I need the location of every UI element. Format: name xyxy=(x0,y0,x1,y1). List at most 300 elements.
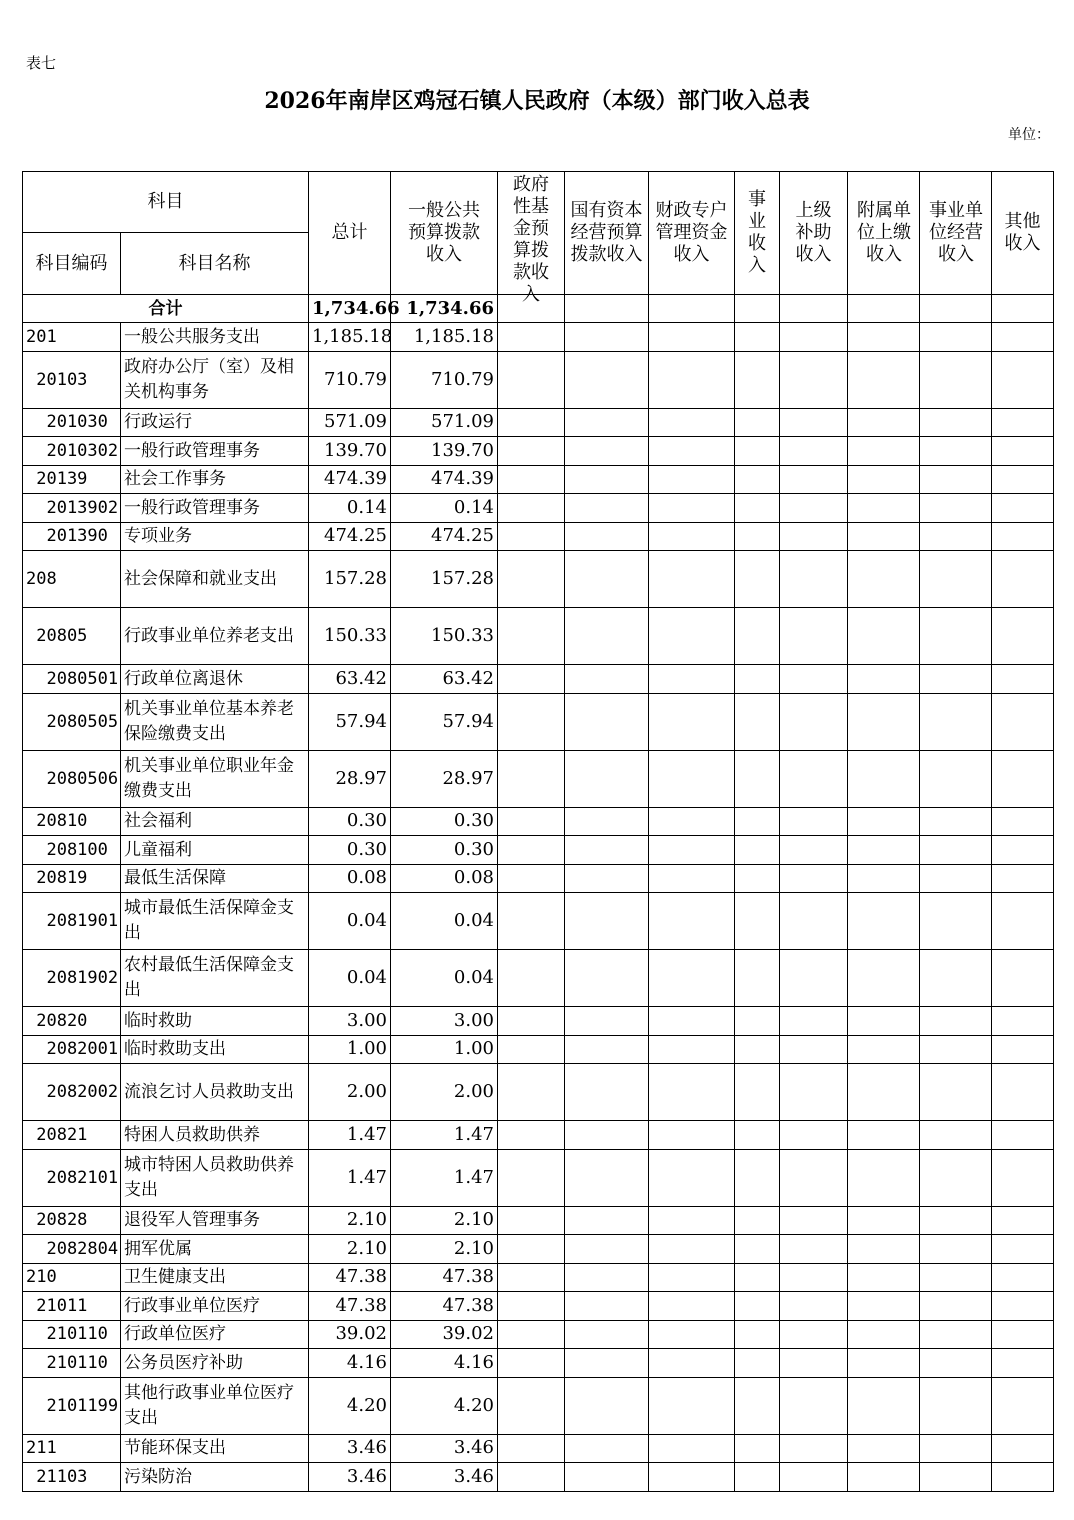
empty-cell xyxy=(780,551,848,608)
empty-cell xyxy=(780,836,848,865)
row-code: 210110 xyxy=(23,1320,121,1349)
empty-cell xyxy=(848,1463,920,1492)
empty-cell xyxy=(848,1349,920,1378)
empty-cell xyxy=(920,437,992,466)
empty-cell xyxy=(735,408,780,437)
row-total: 571.09 xyxy=(309,408,391,437)
empty-cell xyxy=(735,1434,780,1463)
empty-cell xyxy=(992,1292,1054,1321)
empty-cell xyxy=(735,1235,780,1264)
row-name-text: 机关事业单位职业年金缴费支出 xyxy=(124,755,294,801)
empty-cell xyxy=(848,807,920,836)
empty-cell xyxy=(848,1320,920,1349)
table-row xyxy=(23,1434,1054,1463)
empty-cell xyxy=(848,1263,920,1292)
empty-cell xyxy=(565,522,649,551)
row-general-budget: 4.16 xyxy=(391,1349,498,1378)
row-name: 行政运行 xyxy=(121,408,309,437)
empty-cell xyxy=(920,864,992,893)
empty-cell xyxy=(498,893,565,950)
empty-cell xyxy=(920,665,992,694)
empty-cell xyxy=(565,1064,649,1121)
empty-cell xyxy=(992,1235,1054,1264)
empty-cell xyxy=(649,1206,735,1235)
empty-cell xyxy=(498,1349,565,1378)
row-name-text: 其他行政事业单位医疗支出 xyxy=(124,1382,294,1428)
row-name-text: 流浪乞讨人员救助支出 xyxy=(124,1081,294,1102)
empty-cell xyxy=(848,665,920,694)
row-name: 拥军优属 xyxy=(121,1235,309,1264)
empty-cell xyxy=(780,295,848,323)
row-code: 201390 xyxy=(23,522,121,551)
empty-cell xyxy=(992,665,1054,694)
row-total: 63.42 xyxy=(309,665,391,694)
empty-cell xyxy=(780,323,848,352)
row-general-budget: 3.00 xyxy=(391,1007,498,1036)
row-name: 卫生健康支出 xyxy=(121,1263,309,1292)
table-row xyxy=(23,1349,1054,1378)
row-name xyxy=(121,608,309,665)
empty-cell xyxy=(992,1064,1054,1121)
row-general-budget: 1,185.18 xyxy=(391,323,498,352)
table-row xyxy=(23,1121,1054,1150)
empty-cell xyxy=(565,494,649,523)
empty-cell xyxy=(498,408,565,437)
empty-cell xyxy=(780,950,848,1007)
empty-cell xyxy=(649,1349,735,1378)
empty-cell xyxy=(735,1377,780,1434)
empty-cell xyxy=(649,1035,735,1064)
row-total: 474.25 xyxy=(309,522,391,551)
empty-cell xyxy=(649,437,735,466)
table-row xyxy=(23,807,1054,836)
row-name xyxy=(121,950,309,1007)
empty-cell xyxy=(565,1007,649,1036)
empty-cell xyxy=(920,1035,992,1064)
empty-cell xyxy=(992,1463,1054,1492)
table-row xyxy=(23,864,1054,893)
row-total: 0.30 xyxy=(309,807,391,836)
total-label: 合计 xyxy=(23,295,309,323)
empty-cell xyxy=(920,323,992,352)
empty-cell xyxy=(992,1320,1054,1349)
empty-cell xyxy=(920,1263,992,1292)
row-general-budget: 2.00 xyxy=(391,1064,498,1121)
empty-cell xyxy=(498,1007,565,1036)
empty-cell xyxy=(649,551,735,608)
empty-cell xyxy=(780,864,848,893)
empty-cell xyxy=(920,836,992,865)
header-business-text: 事业收入 xyxy=(748,189,766,276)
empty-cell xyxy=(780,1292,848,1321)
row-name xyxy=(121,1377,309,1434)
empty-cell xyxy=(649,465,735,494)
page-title: 2026年南岸区鸡冠石镇人民政府（本级）部门收入总表 xyxy=(264,88,810,114)
table-row xyxy=(23,551,1054,608)
unit-label: 单位： xyxy=(1008,127,1050,143)
header-superior-subsidy-text: 上级补助收入 xyxy=(795,200,832,265)
row-code: 2080506 xyxy=(23,750,121,807)
empty-cell xyxy=(992,1377,1054,1434)
empty-cell xyxy=(649,807,735,836)
empty-cell xyxy=(992,1149,1054,1206)
table-row xyxy=(23,750,1054,807)
empty-cell xyxy=(920,295,992,323)
empty-cell xyxy=(780,1235,848,1264)
header-general-budget-text: 一般公共预算拨款收入 xyxy=(408,200,480,265)
empty-cell xyxy=(565,1235,649,1264)
empty-cell xyxy=(992,893,1054,950)
row-code: 211 xyxy=(23,1434,121,1463)
empty-cell xyxy=(735,750,780,807)
empty-cell xyxy=(565,807,649,836)
empty-cell xyxy=(780,1149,848,1206)
empty-cell xyxy=(565,836,649,865)
empty-cell xyxy=(735,494,780,523)
empty-cell xyxy=(780,1320,848,1349)
row-general-budget: 3.46 xyxy=(391,1463,498,1492)
table-row xyxy=(23,1149,1054,1206)
row-name: 行政单位医疗 xyxy=(121,1320,309,1349)
row-total: 3.00 xyxy=(309,1007,391,1036)
empty-cell xyxy=(565,893,649,950)
empty-cell xyxy=(649,522,735,551)
row-total: 2.00 xyxy=(309,1064,391,1121)
empty-cell xyxy=(992,864,1054,893)
empty-cell xyxy=(920,1377,992,1434)
row-total: 0.30 xyxy=(309,836,391,865)
empty-cell xyxy=(735,864,780,893)
header-fiscal-special-text: 财政专户管理资金收入 xyxy=(655,200,728,265)
row-code: 2082101 xyxy=(23,1149,121,1206)
empty-cell xyxy=(735,807,780,836)
empty-cell xyxy=(498,1292,565,1321)
empty-cell xyxy=(649,1007,735,1036)
row-total: 0.08 xyxy=(309,864,391,893)
empty-cell xyxy=(992,351,1054,408)
table-row xyxy=(23,893,1054,950)
empty-cell xyxy=(992,1035,1054,1064)
row-name-text: 行政事业单位养老支出 xyxy=(124,625,294,646)
empty-cell xyxy=(780,1434,848,1463)
empty-cell xyxy=(992,608,1054,665)
empty-cell xyxy=(735,1149,780,1206)
table-row xyxy=(23,1463,1054,1492)
empty-cell xyxy=(920,1235,992,1264)
row-total: 2.10 xyxy=(309,1206,391,1235)
empty-cell xyxy=(780,665,848,694)
row-total: 1.47 xyxy=(309,1149,391,1206)
empty-cell xyxy=(780,693,848,750)
row-code: 20103 xyxy=(23,351,121,408)
header-gov-fund xyxy=(498,172,565,305)
row-code: 20819 xyxy=(23,864,121,893)
header-fiscal-special xyxy=(649,172,735,295)
empty-cell xyxy=(920,750,992,807)
row-code: 201 xyxy=(23,323,121,352)
empty-cell xyxy=(649,494,735,523)
empty-cell xyxy=(565,1263,649,1292)
empty-cell xyxy=(992,1206,1054,1235)
row-code: 20828 xyxy=(23,1206,121,1235)
empty-cell xyxy=(649,1235,735,1264)
row-code: 2010302 xyxy=(23,437,121,466)
empty-cell xyxy=(498,750,565,807)
empty-cell xyxy=(735,1206,780,1235)
empty-cell xyxy=(780,351,848,408)
empty-cell xyxy=(649,1121,735,1150)
row-general-budget: 0.04 xyxy=(391,893,498,950)
empty-cell xyxy=(649,1292,735,1321)
empty-cell xyxy=(735,1064,780,1121)
row-name-text: 机关事业单位基本养老保险缴费支出 xyxy=(124,698,294,744)
row-name: 一般公共服务支出 xyxy=(121,323,309,352)
row-name xyxy=(121,1149,309,1206)
empty-cell xyxy=(920,351,992,408)
row-name: 社会福利 xyxy=(121,807,309,836)
row-total: 1.00 xyxy=(309,1035,391,1064)
row-code: 2082002 xyxy=(23,1064,121,1121)
row-general-budget: 28.97 xyxy=(391,750,498,807)
income-table xyxy=(22,171,1054,1492)
header-subject: 科目 xyxy=(23,172,309,233)
empty-cell xyxy=(992,494,1054,523)
empty-cell xyxy=(848,1235,920,1264)
table-number-label: 表七 xyxy=(26,54,57,72)
empty-cell xyxy=(649,750,735,807)
row-name xyxy=(121,351,309,408)
empty-cell xyxy=(848,950,920,1007)
empty-cell xyxy=(649,408,735,437)
empty-cell xyxy=(649,693,735,750)
row-total: 57.94 xyxy=(309,693,391,750)
row-total: 47.38 xyxy=(309,1292,391,1321)
row-name: 公务员医疗补助 xyxy=(121,1349,309,1378)
empty-cell xyxy=(498,1463,565,1492)
header-other xyxy=(992,172,1054,295)
empty-cell xyxy=(498,693,565,750)
empty-cell xyxy=(848,1064,920,1121)
empty-cell xyxy=(498,1206,565,1235)
empty-cell xyxy=(780,750,848,807)
empty-cell xyxy=(498,323,565,352)
empty-cell xyxy=(848,693,920,750)
row-code: 201030 xyxy=(23,408,121,437)
row-name-text: 农村最低生活保障金支出 xyxy=(124,955,294,1000)
empty-cell xyxy=(992,807,1054,836)
empty-cell xyxy=(735,1121,780,1150)
empty-cell xyxy=(735,693,780,750)
empty-cell xyxy=(780,1121,848,1150)
empty-cell xyxy=(565,1206,649,1235)
row-total: 39.02 xyxy=(309,1320,391,1349)
header-total: 总计 xyxy=(309,172,391,295)
empty-cell xyxy=(565,1463,649,1492)
empty-cell xyxy=(735,323,780,352)
empty-cell xyxy=(735,608,780,665)
empty-cell xyxy=(780,608,848,665)
empty-cell xyxy=(848,893,920,950)
row-general-budget: 3.46 xyxy=(391,1434,498,1463)
table-row xyxy=(23,1263,1054,1292)
empty-cell xyxy=(565,665,649,694)
row-name: 临时救助支出 xyxy=(121,1035,309,1064)
total-general-budget: 1,734.66 xyxy=(391,295,498,323)
empty-cell xyxy=(848,408,920,437)
empty-cell xyxy=(649,950,735,1007)
row-code: 21011 xyxy=(23,1292,121,1321)
row-name: 节能环保支出 xyxy=(121,1434,309,1463)
row-general-budget: 0.30 xyxy=(391,807,498,836)
empty-cell xyxy=(920,1463,992,1492)
empty-cell xyxy=(992,437,1054,466)
empty-cell xyxy=(992,522,1054,551)
empty-cell xyxy=(780,1064,848,1121)
empty-cell xyxy=(780,893,848,950)
empty-cell xyxy=(498,351,565,408)
empty-cell xyxy=(498,1377,565,1434)
empty-cell xyxy=(920,522,992,551)
empty-cell xyxy=(848,351,920,408)
empty-cell xyxy=(649,608,735,665)
empty-cell xyxy=(848,551,920,608)
row-general-budget: 0.14 xyxy=(391,494,498,523)
table-row xyxy=(23,1235,1054,1264)
empty-cell xyxy=(992,323,1054,352)
row-total: 3.46 xyxy=(309,1463,391,1492)
table-row xyxy=(23,437,1054,466)
empty-cell xyxy=(565,295,649,323)
row-general-budget: 47.38 xyxy=(391,1292,498,1321)
empty-cell xyxy=(920,693,992,750)
row-name: 最低生活保障 xyxy=(121,864,309,893)
row-name-text: 城市特困人员救助供养支出 xyxy=(124,1154,294,1200)
row-general-budget: 139.70 xyxy=(391,437,498,466)
row-total: 4.20 xyxy=(309,1377,391,1434)
empty-cell xyxy=(498,864,565,893)
table-row xyxy=(23,693,1054,750)
row-code: 2080505 xyxy=(23,693,121,750)
empty-cell xyxy=(498,950,565,1007)
row-name: 特困人员救助供养 xyxy=(121,1121,309,1150)
row-general-budget: 0.04 xyxy=(391,950,498,1007)
row-total: 1.47 xyxy=(309,1121,391,1150)
empty-cell xyxy=(498,551,565,608)
empty-cell xyxy=(649,295,735,323)
empty-cell xyxy=(565,750,649,807)
empty-cell xyxy=(992,1263,1054,1292)
table-row xyxy=(23,408,1054,437)
empty-cell xyxy=(498,1064,565,1121)
empty-cell xyxy=(565,465,649,494)
empty-cell xyxy=(649,351,735,408)
empty-cell xyxy=(735,1292,780,1321)
row-total: 150.33 xyxy=(309,608,391,665)
table-row xyxy=(23,1377,1054,1434)
empty-cell xyxy=(992,750,1054,807)
empty-cell xyxy=(848,1035,920,1064)
empty-cell xyxy=(498,1320,565,1349)
row-general-budget: 474.39 xyxy=(391,465,498,494)
table-row xyxy=(23,1007,1054,1036)
empty-cell xyxy=(780,494,848,523)
row-name xyxy=(121,1064,309,1121)
empty-cell xyxy=(565,864,649,893)
empty-cell xyxy=(735,1263,780,1292)
empty-cell xyxy=(920,893,992,950)
empty-cell xyxy=(992,465,1054,494)
header-other-text: 其他收入 xyxy=(1004,211,1041,254)
empty-cell xyxy=(649,836,735,865)
header-gov-fund-text: 政府性基金预算拨款收入 xyxy=(513,174,549,305)
empty-cell xyxy=(848,522,920,551)
empty-cell xyxy=(565,551,649,608)
empty-cell xyxy=(992,836,1054,865)
empty-cell xyxy=(735,1463,780,1492)
empty-cell xyxy=(565,323,649,352)
empty-cell xyxy=(992,295,1054,323)
row-general-budget: 0.30 xyxy=(391,836,498,865)
row-code: 2101199 xyxy=(23,1377,121,1434)
empty-cell xyxy=(848,750,920,807)
empty-cell xyxy=(920,807,992,836)
empty-cell xyxy=(565,437,649,466)
empty-cell xyxy=(649,1149,735,1206)
empty-cell xyxy=(920,551,992,608)
row-general-budget: 2.10 xyxy=(391,1235,498,1264)
row-name: 一般行政管理事务 xyxy=(121,494,309,523)
row-code: 2082001 xyxy=(23,1035,121,1064)
empty-cell xyxy=(649,665,735,694)
empty-cell xyxy=(735,295,780,323)
row-total: 0.04 xyxy=(309,950,391,1007)
empty-cell xyxy=(848,1149,920,1206)
row-total: 474.39 xyxy=(309,465,391,494)
row-code: 21103 xyxy=(23,1463,121,1492)
row-code: 2081902 xyxy=(23,950,121,1007)
empty-cell xyxy=(848,864,920,893)
empty-cell xyxy=(848,1377,920,1434)
empty-cell xyxy=(565,1349,649,1378)
row-code: 2081901 xyxy=(23,893,121,950)
empty-cell xyxy=(649,893,735,950)
empty-cell xyxy=(992,408,1054,437)
empty-cell xyxy=(920,465,992,494)
empty-cell xyxy=(992,1121,1054,1150)
empty-cell xyxy=(920,408,992,437)
header-state-capital xyxy=(565,172,649,295)
empty-cell xyxy=(848,1292,920,1321)
empty-cell xyxy=(565,351,649,408)
empty-cell xyxy=(649,1377,735,1434)
empty-cell xyxy=(498,1263,565,1292)
empty-cell xyxy=(565,1320,649,1349)
row-general-budget: 57.94 xyxy=(391,693,498,750)
row-total: 3.46 xyxy=(309,1434,391,1463)
row-general-budget: 0.08 xyxy=(391,864,498,893)
empty-cell xyxy=(735,950,780,1007)
row-general-budget: 39.02 xyxy=(391,1320,498,1349)
row-general-budget: 47.38 xyxy=(391,1263,498,1292)
table-row xyxy=(23,665,1054,694)
table-row xyxy=(23,1064,1054,1121)
row-code: 20139 xyxy=(23,465,121,494)
row-total: 157.28 xyxy=(309,551,391,608)
empty-cell xyxy=(780,465,848,494)
empty-cell xyxy=(565,1149,649,1206)
row-code: 2013902 xyxy=(23,494,121,523)
row-total: 139.70 xyxy=(309,437,391,466)
